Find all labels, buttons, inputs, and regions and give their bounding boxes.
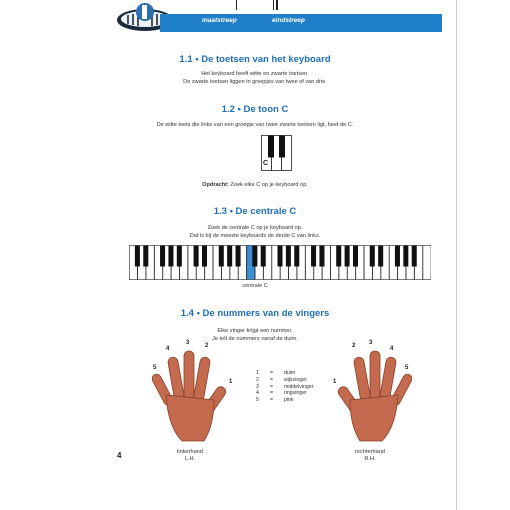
legend-eq: =: [270, 376, 274, 383]
header-right-label: eindstreep: [272, 17, 305, 24]
black-key: [294, 246, 299, 267]
legend-row: [256, 397, 313, 404]
right-finger-1: 1: [333, 379, 337, 385]
black-key: [236, 246, 241, 267]
left-finger-2: 2: [205, 343, 209, 349]
section-4-title: 1.4 • De nummers van de vingers: [180, 308, 330, 319]
left-hand-label: [160, 449, 220, 463]
black-key: [370, 246, 375, 267]
right-finger-3: 3: [369, 340, 373, 346]
section-2-title: 1.2 • De toon C: [221, 104, 289, 115]
assignment-label: Opdracht:: [202, 182, 229, 188]
left-finger-1: 1: [229, 379, 233, 385]
legend-row: [256, 390, 313, 397]
section-4-text: [0, 327, 510, 343]
legend-num: 3: [256, 383, 259, 390]
text-line: Je telt de nummers vanaf de duim.: [212, 336, 298, 342]
black-key: [395, 246, 400, 267]
black-key: [345, 246, 350, 267]
legend-num: 1: [256, 370, 259, 376]
legend-name: ringvinger: [284, 390, 307, 397]
right-finger-5: 5: [405, 365, 409, 371]
black-key: [252, 246, 257, 267]
right-hand-image: [332, 345, 412, 445]
left-finger-5: 5: [153, 365, 157, 371]
right-hand-label: [340, 449, 400, 463]
black-key: [336, 246, 341, 267]
black-key: [202, 246, 207, 267]
right-hand-name: rechterhand: [355, 449, 385, 455]
right-finger-2: 2: [352, 343, 356, 349]
text-line: Elke vinger krijgt een nummer.: [217, 328, 293, 334]
legend-name: duim: [284, 370, 296, 376]
section-1-title: 1.1 • De toetsen van het keyboard: [179, 54, 331, 65]
right-finger-4: 4: [390, 346, 394, 352]
legend-eq: =: [270, 390, 274, 397]
left-hand-image: [152, 345, 232, 445]
text-line: Het keyboard heeft witte en zwarte toetsen.: [201, 71, 309, 77]
finger-legend: [256, 370, 313, 404]
black-key: [277, 246, 282, 267]
legend-eq: =: [270, 397, 274, 404]
black-key: [143, 246, 148, 267]
left-finger-3: 3: [186, 340, 190, 346]
legend-num: 5: [256, 397, 259, 404]
black-key: [219, 246, 224, 267]
black-key: [194, 246, 199, 267]
black-key: [261, 246, 266, 267]
bar-line: [273, 0, 274, 10]
section-1-text: [0, 70, 510, 86]
legend-num: 2: [256, 376, 259, 383]
assignment-text: Zoek elke C op je keyboard op.: [228, 182, 308, 188]
bar-line: [236, 0, 237, 10]
small-keyboard: [261, 135, 293, 171]
page-number: 4: [117, 451, 122, 460]
legend-eq: =: [270, 383, 274, 390]
header-bar: [160, 14, 442, 32]
text-line: Dat is bij de meeste keyboards de derde C van links.: [189, 233, 321, 239]
legend-num: 4: [256, 390, 259, 397]
legend-name: wijsvinger: [284, 376, 307, 383]
black-key: [311, 246, 316, 267]
section-2-text: De witte toets die links van een groepje van twee zwarte toetsen ligt, heet de C.: [156, 122, 354, 128]
black-key: [160, 246, 165, 267]
white-key: [423, 246, 431, 280]
black-key: [403, 246, 408, 267]
black-key: [168, 246, 173, 267]
assignment: [0, 181, 510, 189]
text-line: De zwarte toetsen liggen in groepjes van twee of van drie.: [183, 79, 327, 85]
legend-row: [256, 370, 313, 377]
text-line: Zoek de centrale C op je keyboard op.: [207, 225, 303, 231]
full-keyboard: [129, 245, 431, 280]
left-finger-4: 4: [166, 346, 170, 352]
black-key: [378, 246, 383, 267]
black-key: [177, 246, 182, 267]
black-key: [135, 246, 140, 267]
right-hand-abbr: R.H.: [364, 456, 376, 462]
central-c-caption: centrale C: [242, 283, 268, 289]
black-key: [286, 246, 291, 267]
section-3-text: [0, 224, 510, 240]
end-bar-line: [276, 0, 278, 10]
black-key: [319, 246, 324, 267]
black-key: [353, 246, 358, 267]
legend-row: [256, 377, 313, 384]
black-key: [412, 246, 417, 267]
legend-row: [256, 384, 313, 391]
section-3-title: 1.3 • De centrale C: [213, 206, 297, 217]
left-hand-abbr: L.H.: [184, 456, 196, 462]
legend-name: pink: [284, 397, 294, 404]
legend-eq: =: [270, 370, 274, 376]
left-hand-name: linkerhand: [177, 449, 203, 455]
black-key: [227, 246, 232, 267]
key-c-label: C: [263, 160, 269, 167]
header-left-label: maatstreep: [202, 17, 237, 24]
legend-name: middelvinger: [284, 383, 314, 390]
